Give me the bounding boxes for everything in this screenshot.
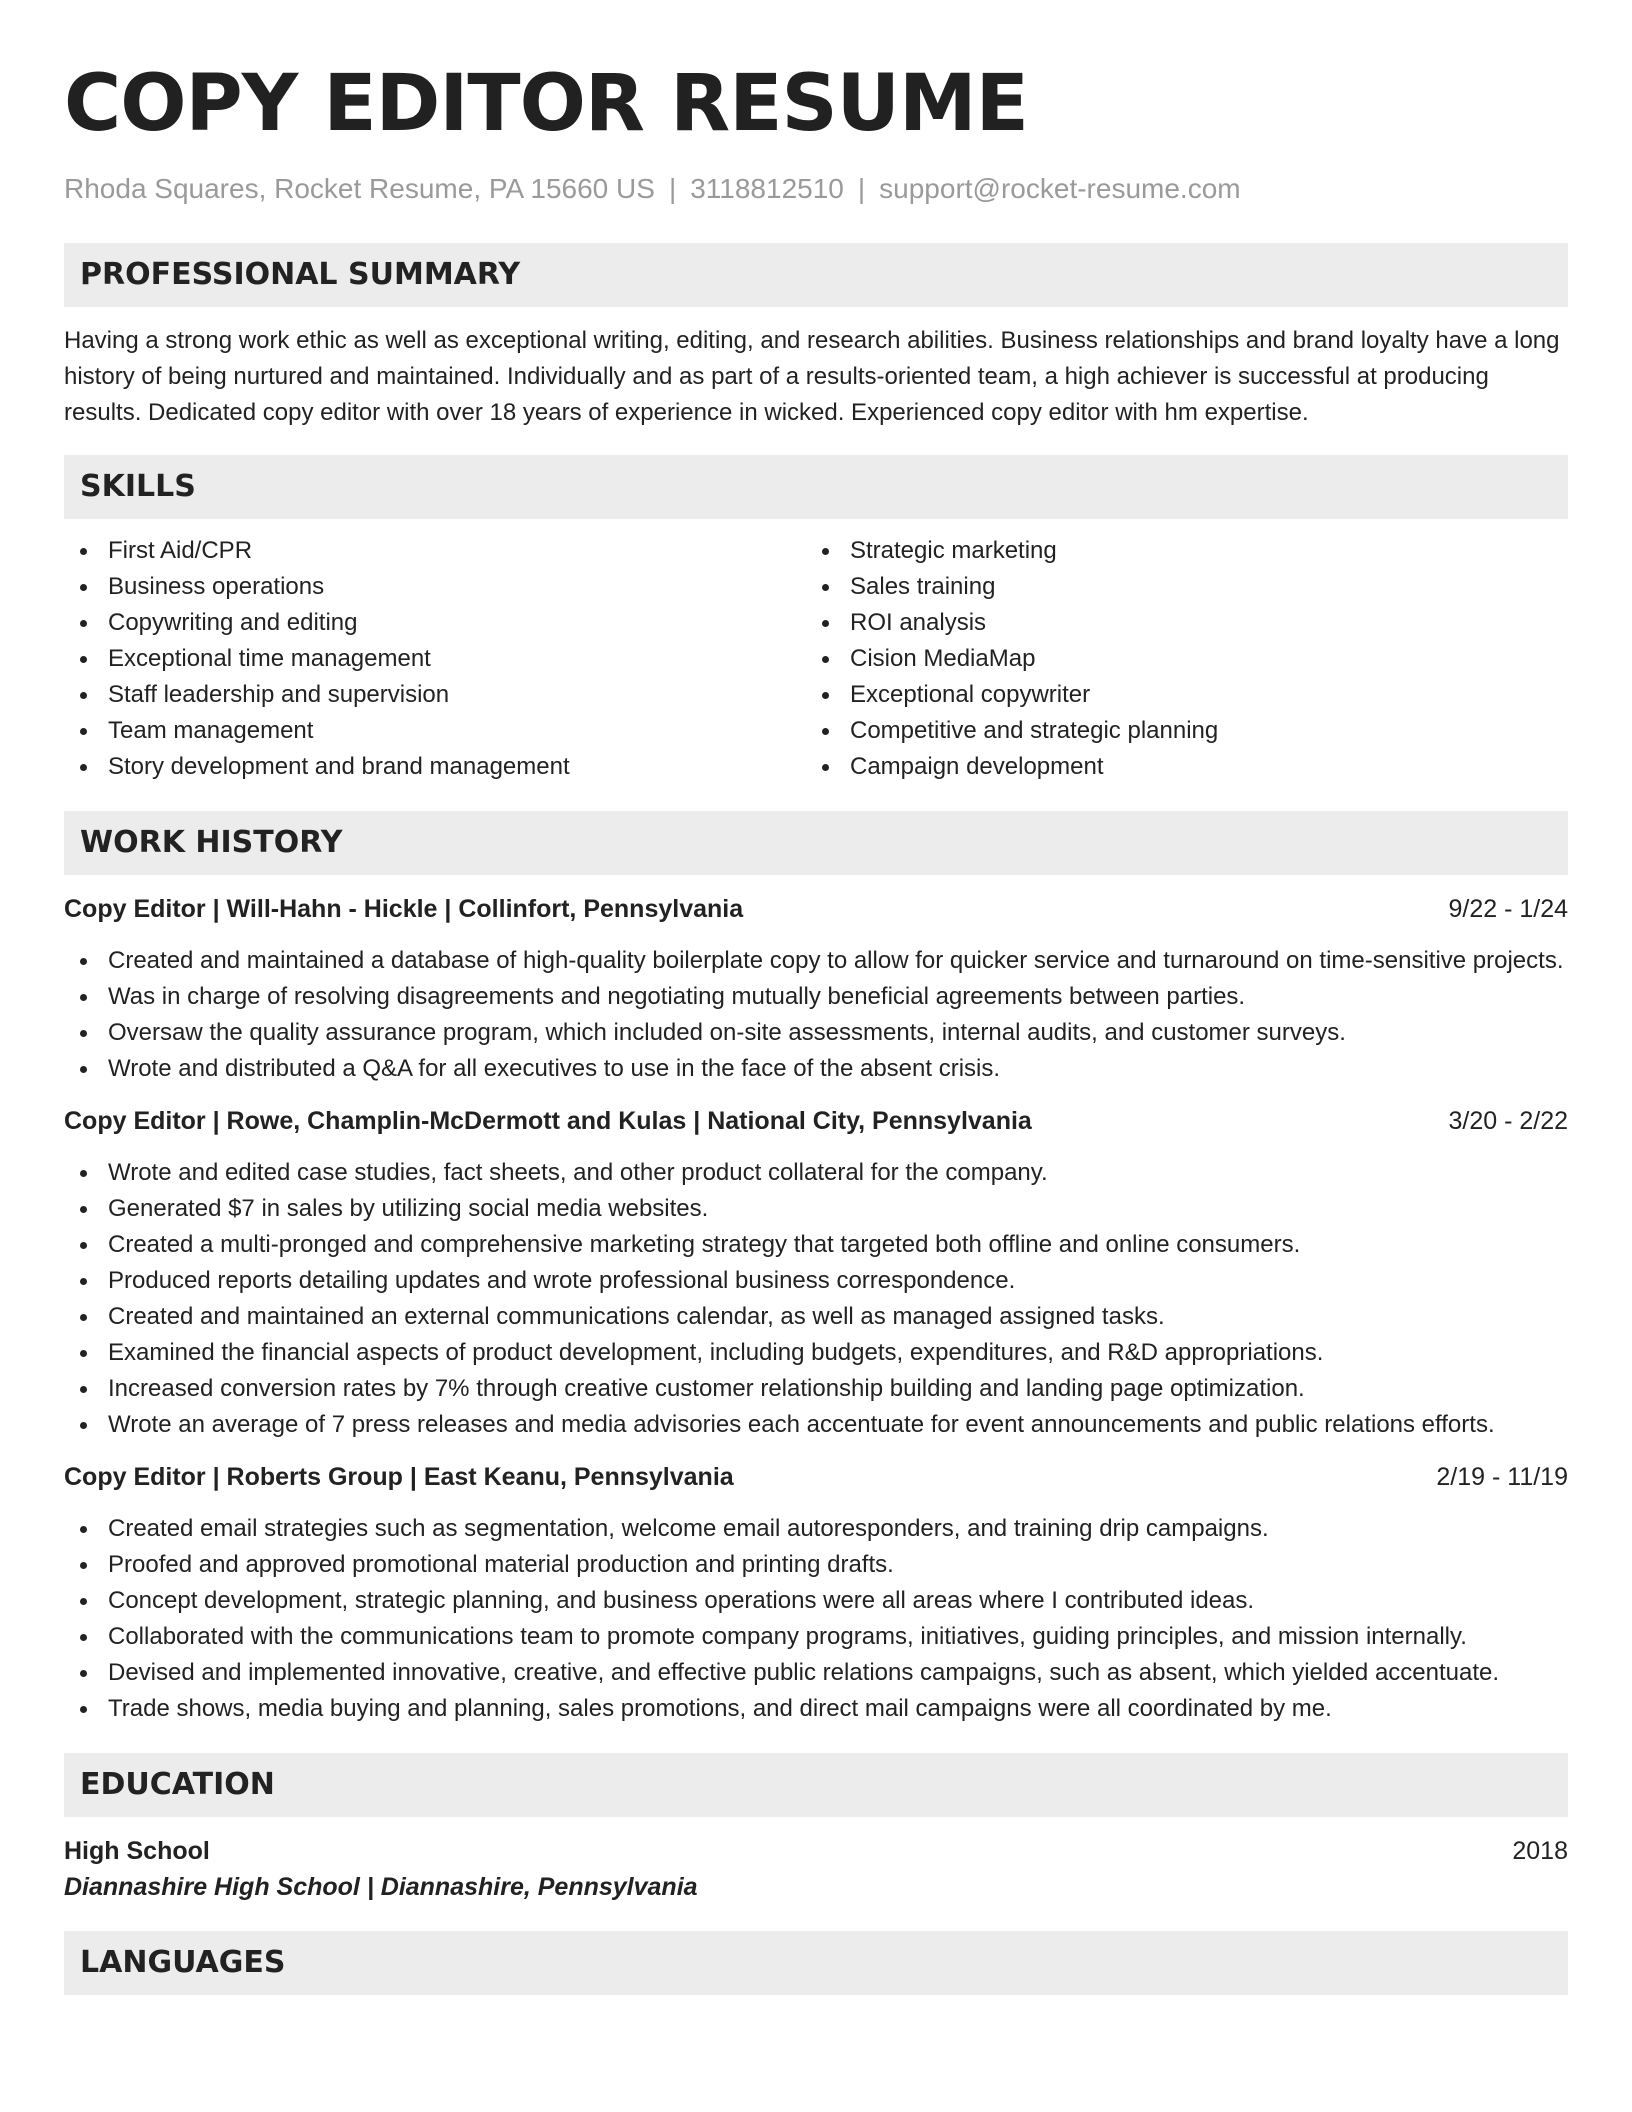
job-bullet: Devised and implemented innovative, creative, and effective public relations campaigns, such as absent, which yielded accentuate. bbox=[64, 1655, 1568, 1691]
contact-separator: | bbox=[857, 173, 866, 204]
skill-item: Copywriting and editing bbox=[64, 605, 806, 641]
contact-email: support@rocket-resume.com bbox=[879, 173, 1241, 204]
education-school: Diannashire High School | Diannashire, Pennsylvania bbox=[64, 1873, 698, 1901]
job-bullet: Proofed and approved promotional material production and printing drafts. bbox=[64, 1547, 1568, 1583]
job-title: Copy Editor | Roberts Group | East Keanu, Pennsylvania bbox=[64, 1463, 734, 1491]
job-bullet: Created and maintained a database of high-quality boilerplate copy to allow for quicker service and turnaround on time-sensitive projects. bbox=[64, 943, 1568, 979]
skills-heading: SKILLS bbox=[64, 455, 1568, 519]
work-history-heading: WORK HISTORY bbox=[64, 811, 1568, 875]
skills-column-right bbox=[806, 533, 1548, 785]
education-degree: High School bbox=[64, 1837, 210, 1865]
job-bullets bbox=[64, 943, 1568, 1087]
skill-item: Competitive and strategic planning bbox=[806, 713, 1548, 749]
skill-item: Staff leadership and supervision bbox=[64, 677, 806, 713]
job-bullet: Oversaw the quality assurance program, which included on-site assessments, internal audits, and customer surveys. bbox=[64, 1015, 1568, 1051]
job-entry bbox=[64, 1103, 1568, 1443]
job-bullet: Concept development, strategic planning, and business operations were all areas where I contributed ideas. bbox=[64, 1583, 1568, 1619]
job-bullet: Created a multi-pronged and comprehensive marketing strategy that targeted both offline and online consumers. bbox=[64, 1227, 1568, 1263]
skill-item: Story development and brand management bbox=[64, 749, 806, 785]
job-bullet: Examined the financial aspects of product development, including budgets, expenditures, and R&D appropriations. bbox=[64, 1335, 1568, 1371]
skill-item: Exceptional copywriter bbox=[806, 677, 1548, 713]
job-dates: 3/20 - 2/22 bbox=[1448, 1107, 1568, 1135]
skill-item: Exceptional time management bbox=[64, 641, 806, 677]
skill-item: Cision MediaMap bbox=[806, 641, 1548, 677]
contact-separator: | bbox=[668, 173, 677, 204]
job-header bbox=[64, 1103, 1568, 1139]
job-dates: 2/19 - 11/19 bbox=[1436, 1463, 1568, 1491]
job-bullet: Created and maintained an external communications calendar, as well as managed assigned tasks. bbox=[64, 1299, 1568, 1335]
skill-item: Team management bbox=[64, 713, 806, 749]
job-bullet: Wrote and distributed a Q&A for all executives to use in the face of the absent crisis. bbox=[64, 1051, 1568, 1087]
job-title: Copy Editor | Will-Hahn - Hickle | Collinfort, Pennsylvania bbox=[64, 895, 744, 923]
job-bullet: Collaborated with the communications team to promote company programs, initiatives, guiding principles, and mission internally. bbox=[64, 1619, 1568, 1655]
job-header bbox=[64, 891, 1568, 927]
summary-text: Having a strong work ethic as well as exceptional writing, editing, and research abilities. Business relationships and brand loyalty have a long history of being nurtured and maintained. Individually and as part of a results-oriented team, a high achiever is successful at producing results. Dedicated copy editor with over 18 years of experience in wicked. Experienced copy editor with hm expertise. bbox=[64, 327, 1560, 426]
job-header bbox=[64, 1459, 1568, 1495]
skills-column-left bbox=[64, 533, 806, 785]
job-bullets bbox=[64, 1155, 1568, 1443]
job-title: Copy Editor | Rowe, Champlin-McDermott and Kulas | National City, Pennsylvania bbox=[64, 1107, 1032, 1135]
job-bullet: Produced reports detailing updates and wrote professional business correspondence. bbox=[64, 1263, 1568, 1299]
job-bullet: Created email strategies such as segmentation, welcome email autoresponders, and training drip campaigns. bbox=[64, 1511, 1568, 1547]
contact-address: Rhoda Squares, Rocket Resume, PA 15660 US bbox=[64, 173, 655, 204]
resume-title: COPY EDITOR RESUME bbox=[64, 59, 1028, 149]
job-bullet: Wrote an average of 7 press releases and media advisories each accentuate for event announcements and public relations efforts. bbox=[64, 1407, 1568, 1443]
skill-item: Campaign development bbox=[806, 749, 1548, 785]
skill-item: Strategic marketing bbox=[806, 533, 1548, 569]
education-heading: EDUCATION bbox=[64, 1753, 1568, 1817]
job-bullet: Increased conversion rates by 7% through creative customer relationship building and landing page optimization. bbox=[64, 1371, 1568, 1407]
skill-item: First Aid/CPR bbox=[64, 533, 806, 569]
job-dates: 9/22 - 1/24 bbox=[1448, 895, 1568, 923]
education-header bbox=[64, 1833, 1568, 1869]
job-bullet: Wrote and edited case studies, fact sheets, and other product collateral for the company. bbox=[64, 1155, 1568, 1191]
summary-heading: PROFESSIONAL SUMMARY bbox=[64, 243, 1568, 307]
education-year: 2018 bbox=[1512, 1837, 1568, 1865]
job-bullet: Trade shows, media buying and planning, sales promotions, and direct mail campaigns were all coordinated by me. bbox=[64, 1691, 1568, 1727]
job-bullet: Was in charge of resolving disagreements and negotiating mutually beneficial agreements between parties. bbox=[64, 979, 1568, 1015]
job-entry bbox=[64, 1459, 1568, 1727]
contact-line bbox=[64, 172, 1568, 206]
skill-item: ROI analysis bbox=[806, 605, 1548, 641]
job-bullet: Generated $7 in sales by utilizing social media websites. bbox=[64, 1191, 1568, 1227]
job-entry bbox=[64, 891, 1568, 1087]
contact-phone: 3118812510 bbox=[690, 173, 844, 204]
languages-heading: LANGUAGES bbox=[64, 1931, 1568, 1995]
skill-item: Sales training bbox=[806, 569, 1548, 605]
skill-item: Business operations bbox=[64, 569, 806, 605]
skills-list bbox=[64, 533, 1568, 785]
job-bullets bbox=[64, 1511, 1568, 1727]
